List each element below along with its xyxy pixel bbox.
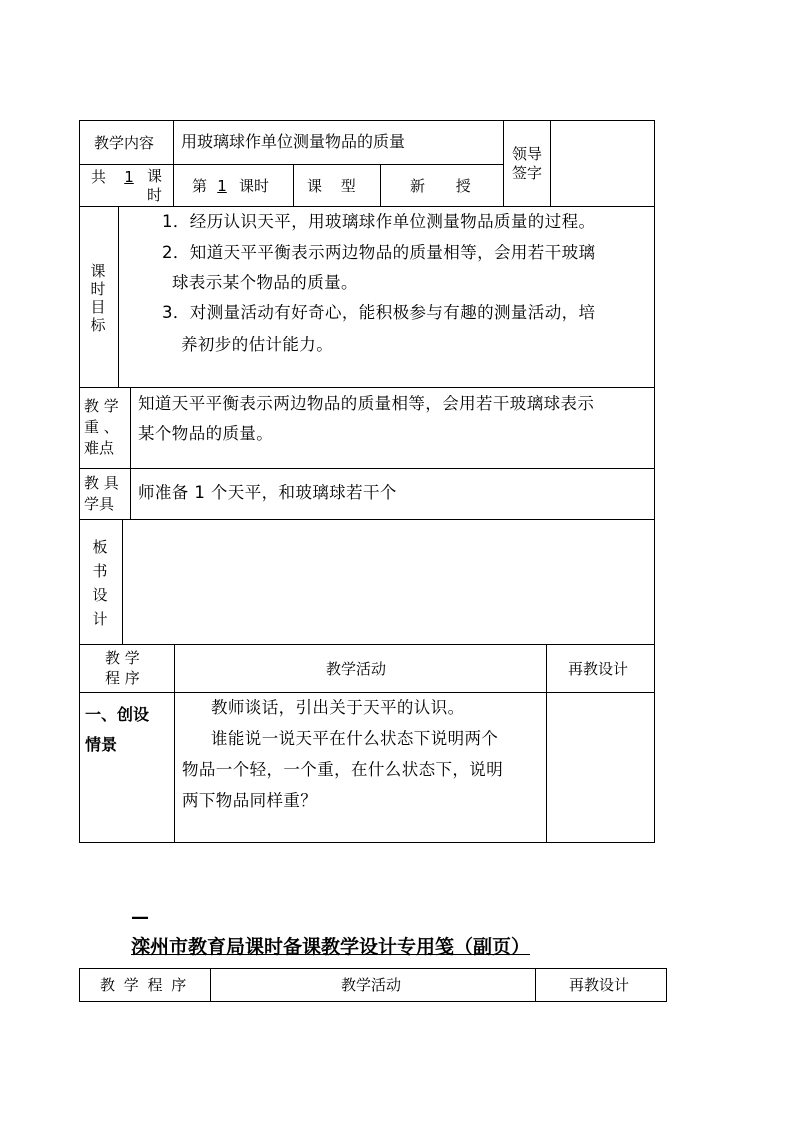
- lesson-number-value: 1: [217, 177, 227, 195]
- table-border: [130, 468, 131, 519]
- table-border: [79, 120, 655, 121]
- label-class-type: 课 型: [307, 177, 356, 195]
- label-lesson-suffix: 课时: [239, 177, 270, 195]
- key-points-line: 某个物品的质量。: [138, 424, 274, 443]
- sub-label-procedure: 教 学 程 序: [100, 976, 187, 994]
- table-border: [79, 1001, 667, 1002]
- label-key-points-line: 教 学: [84, 397, 119, 415]
- label-board-design: 板书设计: [92, 538, 108, 628]
- table-border: [130, 387, 131, 468]
- label-teaching-activity: 教学活动: [326, 660, 387, 678]
- table-border: [173, 120, 174, 206]
- section-one-title-line: 情景: [85, 735, 118, 754]
- label-total-suffix-wrap: 课时: [147, 167, 163, 204]
- section-one-title: [85, 700, 149, 760]
- section-one-line: 谁能说一说天平在什么状态下说明两个: [211, 729, 499, 748]
- table-border: [79, 468, 655, 469]
- table-border: [122, 519, 123, 644]
- objective-line: 2．知道天平平衡表示两边物品的质量相等，会用若干玻璃: [162, 243, 596, 262]
- table-border: [79, 968, 667, 969]
- table-border: [380, 164, 381, 206]
- table-border: [79, 120, 80, 843]
- label-teaching-procedure-line: 教 学: [105, 649, 140, 667]
- sub-label-redesign: 再教设计: [569, 976, 630, 994]
- table-border: [79, 387, 655, 388]
- table-border: [210, 968, 211, 1002]
- section-one-title-line: 一、创设: [85, 705, 150, 724]
- label-teaching-procedure: [105, 648, 140, 688]
- table-border: [174, 644, 175, 842]
- label-teaching-tools: [84, 473, 119, 515]
- teaching-tools-value: 师准备 1 个天平，和玻璃球若干个: [138, 483, 397, 502]
- table-border: [550, 120, 551, 206]
- label-total-prefix: 共: [91, 168, 107, 186]
- section-one-line: 教师谈话，引出关于天平的认识。: [211, 698, 465, 717]
- table-border: [118, 206, 119, 387]
- table-border: [546, 644, 547, 842]
- table-border: [79, 519, 655, 520]
- section-one-line: 两下物品同样重？: [182, 791, 318, 810]
- table-border: [293, 164, 294, 206]
- key-points-line: 知道天平平衡表示两边物品的质量相等，会用若干玻璃球表示: [138, 394, 595, 413]
- table-border: [79, 164, 503, 165]
- table-border: [503, 120, 504, 206]
- section-one-line: 物品一个轻，一个重，在什么状态下，说明: [182, 760, 504, 779]
- label-teaching-tools-line: 教 具: [84, 474, 119, 492]
- label-total-suffix-text: [113, 167, 171, 205]
- table-border: [654, 120, 655, 843]
- objective-line: 养初步的估计能力。: [181, 335, 334, 354]
- content-title: 用玻璃球作单位测量物品的质量: [181, 132, 406, 151]
- label-teaching-procedure-line: 程 序: [105, 669, 140, 687]
- table-border: [79, 842, 655, 843]
- label-key-points: [84, 396, 119, 459]
- sub-page-dash: —: [131, 907, 149, 928]
- label-redesign: 再教设计: [568, 660, 629, 678]
- class-type-value: 新 授: [410, 177, 471, 195]
- table-border: [79, 968, 80, 1002]
- objective-line: 1．经历认识天平，用玻璃球作单位测量物品质量的过程。: [162, 212, 596, 231]
- table-border: [666, 968, 667, 1002]
- objective-line: 3．对测量活动有好奇心，能积极参与有趣的测量活动，培: [162, 303, 596, 322]
- label-lesson-prefix: 第: [192, 177, 208, 195]
- label-lesson-objectives: 课时目标: [90, 262, 106, 334]
- label-leader-signature: 领导签字: [511, 145, 542, 182]
- sub-label-activity: 教学活动: [341, 976, 402, 994]
- label-teaching-tools-line: 学具: [84, 495, 115, 513]
- label-teaching-content: 教学内容: [94, 134, 155, 152]
- label-key-points-line: 重 、: [84, 418, 119, 436]
- label-total-suffix: [113, 167, 171, 205]
- label-key-points-line: 难点: [84, 439, 115, 457]
- sub-page-title: 滦州市教育局课时备课教学设计专用笺（副页）: [131, 936, 531, 958]
- total-hours-value: 1: [124, 168, 134, 186]
- table-border: [79, 644, 655, 645]
- objective-line: 球表示某个物品的质量。: [172, 273, 358, 292]
- table-border: [535, 968, 536, 1002]
